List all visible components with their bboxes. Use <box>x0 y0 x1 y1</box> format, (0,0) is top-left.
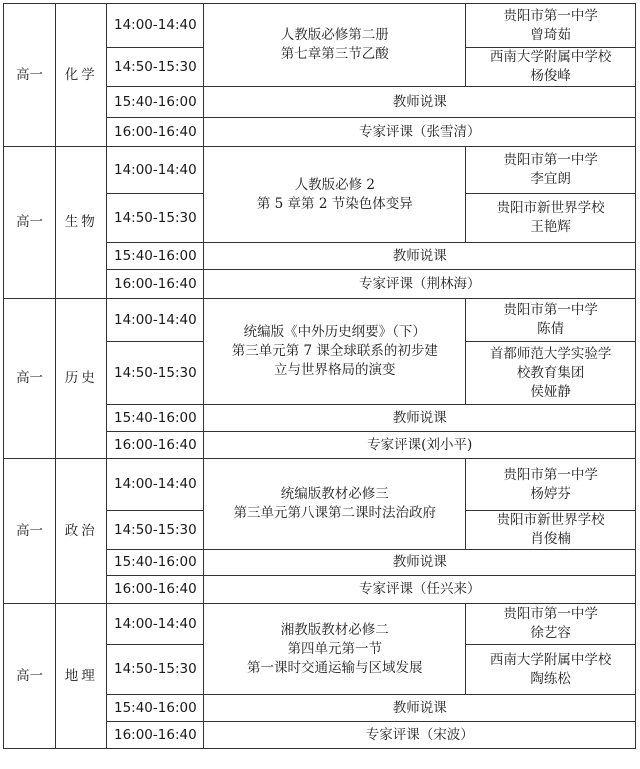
time-slot-cell: 14:50-15:30 <box>107 645 204 695</box>
activity-cell: 教师说课 <box>204 695 636 722</box>
teacher-cell <box>466 604 636 645</box>
activity-cell: 教师说课 <box>204 87 636 118</box>
time-slot-cell: 16:00-16:40 <box>107 118 204 147</box>
teacher-cell-line: 贵阳市第一中学 <box>503 152 598 168</box>
teacher-cell <box>466 511 636 550</box>
lesson-topic-cell-line: 人教版必修 2 <box>294 176 375 193</box>
table-row <box>4 147 636 194</box>
lesson-topic-cell <box>204 604 466 695</box>
lesson-topic-cell-line: 湘教版教材必修二 <box>280 621 389 638</box>
time-slot-cell: 15:40-16:00 <box>107 87 204 118</box>
teacher-cell-line: 贵阳市新世界学校 <box>496 512 605 528</box>
lesson-topic-cell-line: 立与世界格局的演变 <box>274 362 396 378</box>
time-slot-cell: 15:40-16:00 <box>107 405 204 432</box>
teacher-cell-line: 王艳辉 <box>530 219 571 235</box>
teacher-cell-line: 陶练松 <box>530 670 571 687</box>
teacher-cell <box>466 342 636 405</box>
review-cell: 专家评课（宋波） <box>204 722 636 749</box>
teacher-cell-line: 杨婷芬 <box>530 485 571 502</box>
activity-cell: 教师说课 <box>204 550 636 576</box>
teacher-cell <box>466 4 636 48</box>
teacher-cell-line: 侯娅静 <box>530 383 571 400</box>
teacher-cell-line: 西南大学附属中学校 <box>489 651 612 668</box>
lesson-topic-cell-line: 第 5 章第 2 节染色体变异 <box>256 195 413 212</box>
time-slot-cell: 14:00-14:40 <box>107 299 204 342</box>
teacher-cell-line: 陈倩 <box>537 321 565 337</box>
lesson-topic-cell <box>204 299 466 405</box>
teacher-cell-line: 校教育集团 <box>516 364 585 381</box>
time-slot-cell: 15:40-16:00 <box>107 550 204 576</box>
teacher-cell-line: 杨俊峰 <box>530 68 571 84</box>
teacher-cell <box>466 147 636 194</box>
lesson-topic-cell-line: 统编版《中外历史纲要》（下） <box>243 324 426 340</box>
teacher-cell-line: 贵阳市第一中学 <box>503 302 598 318</box>
grade-cell: 高一 <box>4 147 56 299</box>
time-slot-cell: 16:00-16:40 <box>107 722 204 749</box>
activity-cell: 教师说课 <box>204 243 636 270</box>
grade-cell: 高一 <box>4 299 56 459</box>
subject-cell: 政治 <box>56 459 107 604</box>
lesson-topic-cell <box>204 459 466 550</box>
subject-cell: 历史 <box>56 299 107 459</box>
teacher-cell <box>466 459 636 511</box>
lesson-topic-cell-line: 第三单元第 7 课全球联系的初步建 <box>231 343 438 359</box>
time-slot-cell: 15:40-16:00 <box>107 695 204 722</box>
teacher-cell-line: 贵阳市第一中学 <box>503 606 598 622</box>
subject-cell: 生物 <box>56 147 107 299</box>
teacher-cell-line: 曾琦茹 <box>530 26 571 43</box>
time-slot-cell: 14:00-14:40 <box>107 459 204 511</box>
activity-cell: 教师说课 <box>204 405 636 432</box>
teacher-cell-line: 肖俊楠 <box>530 531 571 547</box>
time-slot-cell: 15:40-16:00 <box>107 243 204 270</box>
subject-cell: 化学 <box>56 4 107 147</box>
teacher-cell-line: 贵阳市新世界学校 <box>496 200 605 216</box>
table-row <box>4 299 636 342</box>
table-row <box>4 4 636 48</box>
teacher-cell <box>466 299 636 342</box>
time-slot-cell: 14:50-15:30 <box>107 511 204 550</box>
lesson-topic-cell-line: 第三单元第八课第二课时法治政府 <box>233 505 437 521</box>
review-cell: 专家评课(刘小平) <box>204 432 636 459</box>
grade-cell: 高一 <box>4 459 56 604</box>
grade-cell: 高一 <box>4 4 56 147</box>
time-slot-cell: 14:00-14:40 <box>107 604 204 645</box>
time-slot-cell: 14:00-14:40 <box>107 147 204 194</box>
lesson-topic-cell-line: 第一课时交通运输与区域发展 <box>247 659 423 676</box>
lesson-topic-cell-line: 第四单元第一节 <box>287 640 383 657</box>
time-slot-cell: 16:00-16:40 <box>107 432 204 459</box>
time-slot-cell: 16:00-16:40 <box>107 576 204 604</box>
teacher-cell-line: 首都师范大学实验学 <box>489 345 612 362</box>
time-slot-cell: 14:00-14:40 <box>107 4 204 48</box>
teacher-cell-line: 西南大学附属中学校 <box>489 49 612 65</box>
schedule-table <box>3 3 636 749</box>
subject-cell: 地理 <box>56 604 107 749</box>
lesson-topic-cell-line: 统编版教材必修三 <box>280 486 389 502</box>
time-slot-cell: 14:50-15:30 <box>107 48 204 87</box>
table-row <box>4 604 636 645</box>
teacher-cell <box>466 194 636 243</box>
grade-cell: 高一 <box>4 604 56 749</box>
teacher-cell-line: 贵阳市第一中学 <box>503 7 598 24</box>
lesson-topic-cell <box>204 4 466 87</box>
teacher-cell-line: 李宜朗 <box>530 171 571 187</box>
teacher-cell <box>466 645 636 695</box>
review-cell: 专家评课（张雪清） <box>204 118 636 147</box>
teacher-cell-line: 徐艺容 <box>530 625 571 641</box>
time-slot-cell: 14:50-15:30 <box>107 342 204 405</box>
table-row <box>4 459 636 511</box>
lesson-topic-cell-line: 人教版必修第二册 <box>280 27 389 43</box>
lesson-topic-cell <box>204 147 466 243</box>
teacher-cell-line: 贵阳市第一中学 <box>503 466 598 483</box>
review-cell: 专家评课（荆林海） <box>204 270 636 299</box>
time-slot-cell: 16:00-16:40 <box>107 270 204 299</box>
teacher-cell <box>466 48 636 87</box>
lesson-topic-cell-line: 第七章第三节乙酸 <box>280 46 389 62</box>
review-cell: 专家评课（任兴来） <box>204 576 636 604</box>
time-slot-cell: 14:50-15:30 <box>107 194 204 243</box>
